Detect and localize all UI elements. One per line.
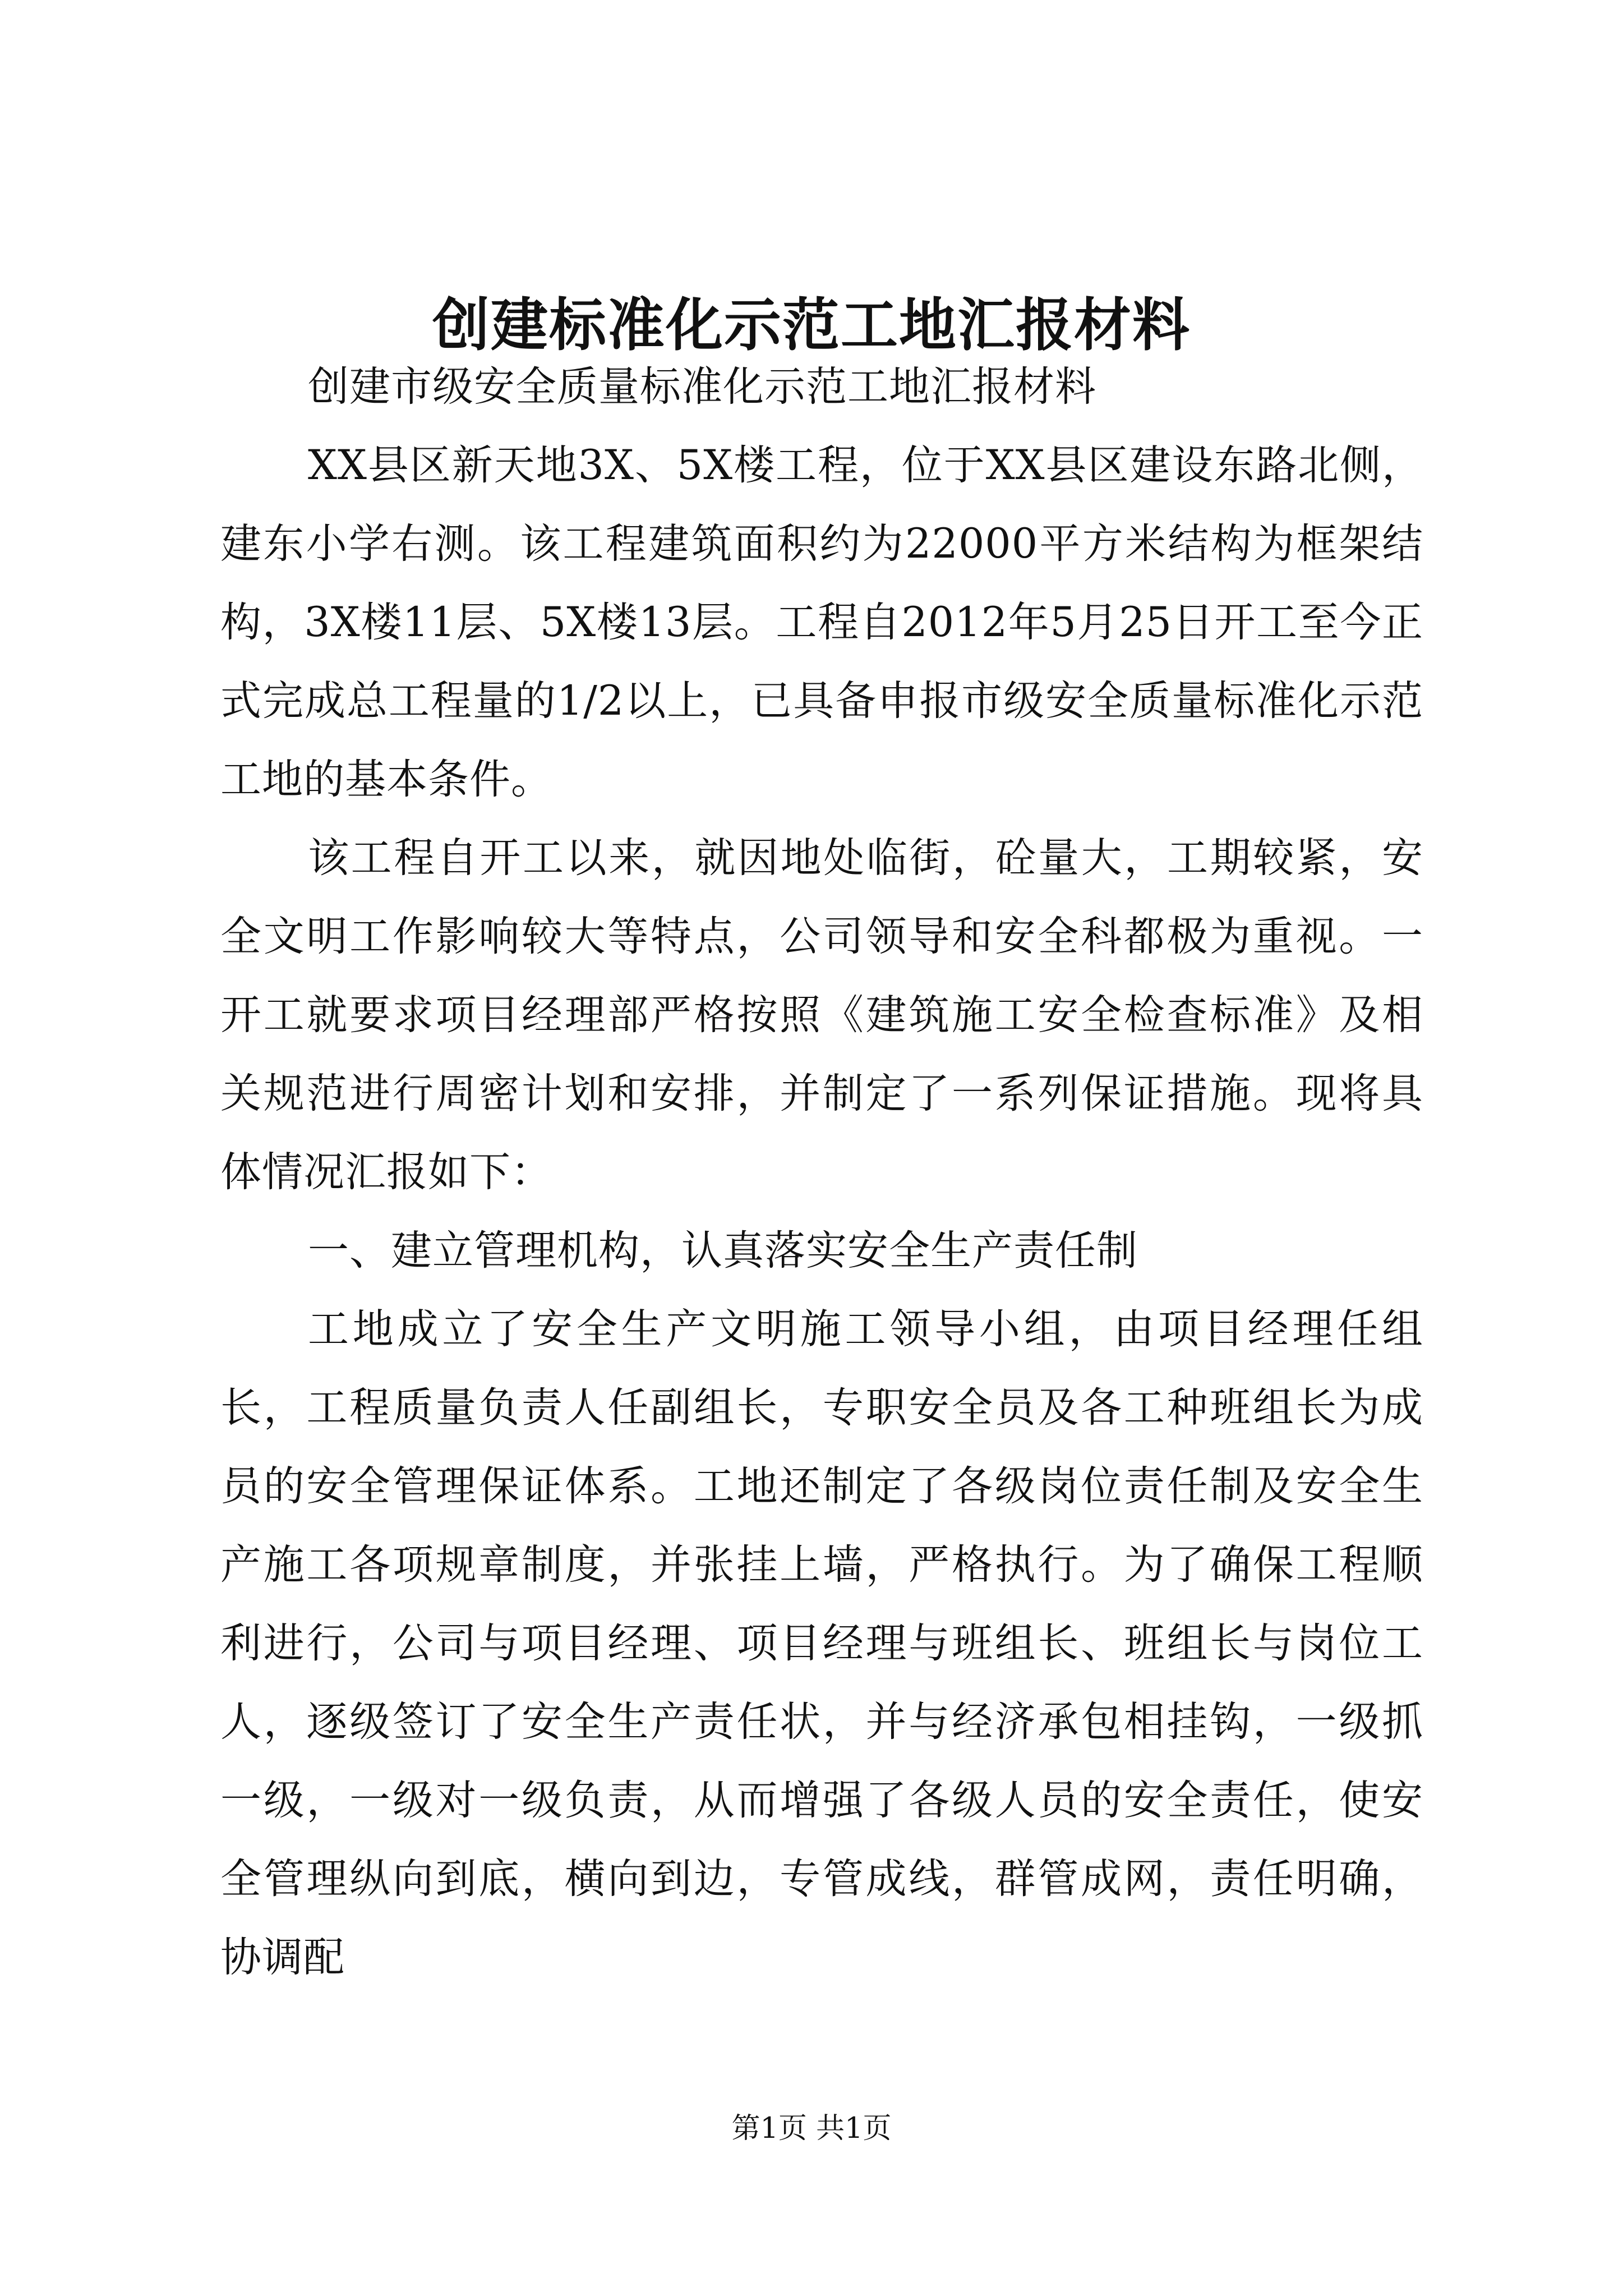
paragraph-subtitle: 创建市级安全质量标准化示范工地汇报材料 [308, 363, 1096, 411]
paragraph-background: 该工程自开工以来，就因地处临街，砼量大，工期较紧，安全文明工作影响较大等特点，公司领导和安全科都极为重视。一开工就要求项目经理部严格按照《建筑施工安全检查标准》及相关规范进行周密计划和安排，并制定了一系列保证措施。现将具体情况汇报如下： [220, 834, 1423, 1196]
document-body [220, 348, 1423, 1997]
page-footer: 第1页 共1页 [731, 2112, 892, 2145]
paragraph-project-overview: XX县区新天地3X、5X楼工程，位于XX县区建设东路北侧，建东小学右测。该工程建筑面积约为22000平方米结构为框架结构，3X楼11层、5X楼13层。工程自2012年5月25日开工至今正式完成总工程量的1/2以上，已具备申报市级安全质量标准化示范工地的基本条件。 [220, 441, 1423, 803]
document-title: 创建标准化示范工地汇报材料 [432, 292, 1191, 359]
paragraph-management-system: 工地成立了安全生产文明施工领导小组，由项目经理任组长，工程质量负责人任副组长，专职安全员及各工种班组长为成员的安全管理保证体系。工地还制定了各级岗位责任制及安全生产施工各项规章制度，并张挂上墙，严格执行。为了确保工程顺利进行，公司与项目经理、项目经理与班组长、班组长与岗位工人，逐级签订了安全生产责任状，并与经济承包相挂钩，一级抓一级，一级对一级负责，从而增强了各级人员的安全责任，使安全管理纵向到底，横向到边，专管成线，群管成网，责任明确，协调配 [220, 1305, 1423, 1981]
section-heading-1: 一、建立管理机构，认真落实安全生产责任制 [308, 1227, 1138, 1274]
